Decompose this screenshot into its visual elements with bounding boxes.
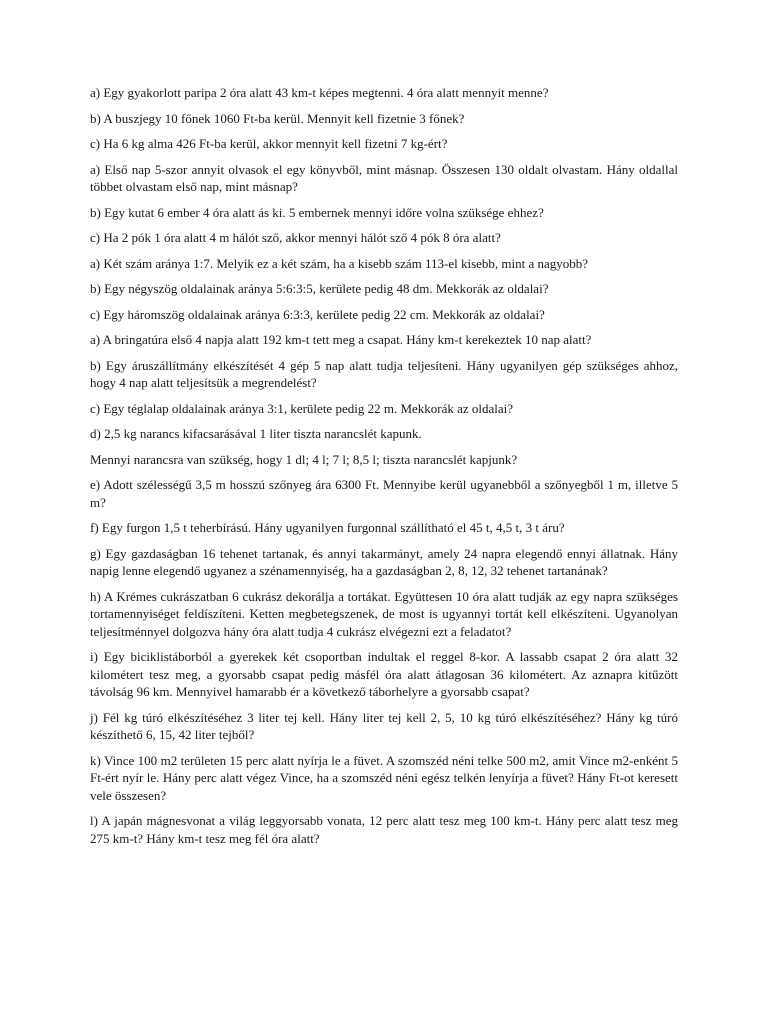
problem-4i-biciklistabor: i) Egy biciklistáborból a gyerekek két csoportban indultak el reggel 8-kor. A lassabb csapat 2 óra alatt 32 kilométert tesz meg, a gyorsabb csapat pedig másfél óra alatt átlagosan 36 kilométert. Az aznapra kitűzött távolság 96 km. Mennyivel hamarabb ér a következő táborhelyre a gyorsabb csapat?	[90, 649, 678, 699]
problem-4h-cukraszat: h) A Krémes cukrászatban 6 cukrász dekorálja a tortákat. Együttesen 10 óra alatt tudják az egy napra szükséges tortamennyiséget feldíszíteni. Ketten megbetegszenek, de most is ugyannyi tortát kell elkészíteni. Ugyanolyan teljesítménnyel dolgozva hány óra alatt tudja 4 cukrász elvégezni ezt a feladatot?	[90, 588, 678, 639]
problem-3c-haromszog: c) Egy háromszög oldalainak aránya 6:3:3, kerülete pedig 22 cm. Mekkorák az oldalai?	[90, 306, 545, 322]
problem-4f-furgon: f) Egy furgon 1,5 t teherbírású. Hány ugyanilyen furgonnal szállítható el 45 t, 4,5 t, 3 t áru?	[90, 520, 565, 535]
problem-2b-kut: b) Egy kutat 6 ember 4 óra alatt ás ki. 5 embernek mennyi időre volna szüksége ehhez?	[90, 204, 544, 220]
problem-4d-narancs-question: Mennyi narancsra van szükség, hogy 1 dl; 4 l; 7 l; 8,5 l; tiszta narancslét kapjunk?	[90, 451, 518, 467]
problem-1c-alma: c) Ha 6 kg alma 426 Ft-ba kerül, akkor mennyit kell fizetni 7 kg-ért?	[90, 136, 448, 151]
problem-4c-teglalap: c) Egy téglalap oldalainak aránya 3:1, kerülete pedig 22 m. Mekkorák az oldalai?	[90, 400, 514, 416]
problem-4g-gazdasag: g) Egy gazdaságban 16 tehenet tartanak, és annyi takarmányt, amely 24 napra elegendő ennyi állatnak. Hány napig lenne elegendő ugyanez a szénamennyiség, ha a gazdaságban 2, 8, 12, 32 tehenet tartanának?	[90, 545, 678, 578]
problem-4l-magnesvonat: l) A japán mágnesvonat a világ leggyorsabb vonata, 12 perc alatt tesz meg 100 km-t. Hány perc alatt tesz meg 275 km-t? Hány km-t tesz meg fél óra alatt?	[90, 813, 678, 846]
problem-4e-szonyeg: e) Adott szélességű 3,5 m hosszú szőnyeg ára 6300 Ft. Mennyibe kerül ugyanebből a szőnyegből 1 m, illetve 5 m?	[90, 477, 678, 510]
problem-4b-aruszallitmany: b) Egy áruszállítmány elkészítését 4 gép 5 nap alatt tudja teljesíteni. Hány ugyanilyen gép szükséges ahhoz, hogy 4 nap alatt teljesítsük a megrendelést?	[90, 357, 678, 390]
problem-4d-narancs: d) 2,5 kg narancs kifacsarásával 1 liter tiszta narancslét kapunk.	[90, 426, 422, 441]
problem-4j-turo: j) Fél kg túró elkészítéséhez 3 liter tej kell. Hány liter tej kell 2, 5, 10 kg túró elkészítéséhez? Hány kg túró készíthető 6, 15, 42 liter tejből?	[90, 709, 678, 742]
document-page	[90, 84, 678, 855]
problem-2a-konyv: a) Első nap 5-szor annyit olvasok el egy könyvből, mint másnap. Összesen 130 oldalt olvastam. Hány oldallal többet olvastam első nap, mint másnap?	[90, 161, 678, 194]
problem-2c-pok: c) Ha 2 pók 1 óra alatt 4 m hálót sző, akkor mennyi hálót sző 4 pók 8 óra alatt?	[90, 230, 501, 245]
problem-4k-vince: k) Vince 100 m2 területen 15 perc alatt nyírja le a füvet. A szomszéd néni telke 500 m2, amit Vince m2-enként 5 Ft-ért nyír le. Hány perc alatt végez Vince, ha a szomszéd néni egész telkén lenyírja a füvet? Hány Ft-ot keresett vele összesen?	[90, 752, 678, 803]
problem-4a-bringatura: a) A bringatúra első 4 napja alatt 192 km-t tett meg a csapat. Hány km-t kerekeztek 10 nap alatt?	[90, 332, 592, 347]
problem-1b-buszjegy: b) A buszjegy 10 főnek 1060 Ft-ba kerül. Mennyit kell fizetnie 3 főnek?	[90, 110, 465, 126]
problem-1a-paripa: a) Egy gyakorlott paripa 2 óra alatt 43 km-t képes megtenni. 4 óra alatt mennyit menne?	[90, 85, 549, 100]
problem-3b-negyszog: b) Egy négyszög oldalainak aránya 5:6:3:5, kerülete pedig 48 dm. Mekkorák az oldalai?	[90, 281, 549, 296]
problem-3a-ket-szam: a) Két szám aránya 1:7. Melyik ez a két szám, ha a kisebb szám 113-el kisebb, mint a nagyobb?	[90, 255, 589, 271]
